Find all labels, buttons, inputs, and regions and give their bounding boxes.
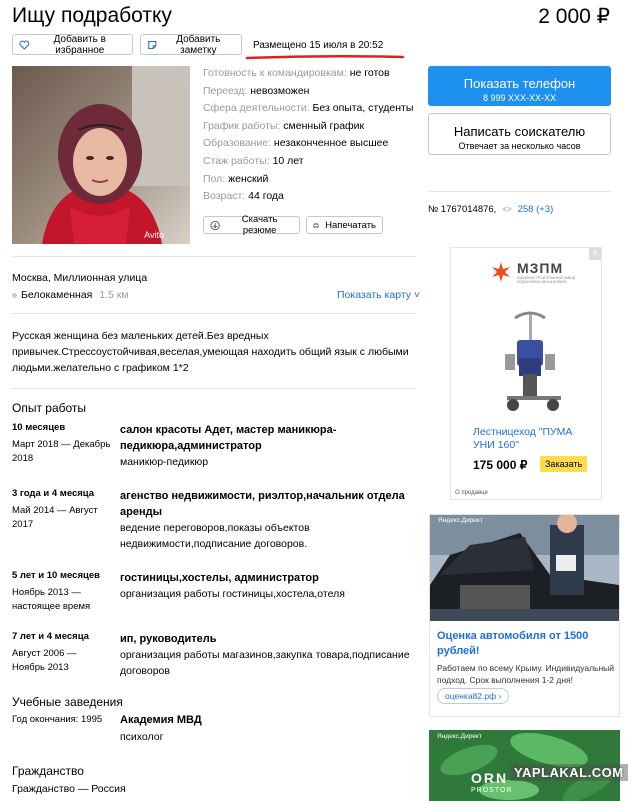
download-resume-label: Скачать резюме	[241, 214, 278, 236]
profile-photo[interactable]	[12, 66, 190, 244]
chevron-down-icon: ˅	[411, 289, 421, 301]
add-favorite-button[interactable]	[12, 34, 133, 55]
ad-title[interactable]: Оценка автомобиля от 1500 рублей!	[437, 630, 589, 657]
job-duration: 5 лет и 10 месяцев	[12, 570, 100, 581]
print-button[interactable]	[306, 216, 383, 234]
job-period: Ноябрь 2013 — настоящее время	[12, 587, 91, 612]
param-key: Пол:	[203, 172, 226, 185]
address: Москва, Миллионная улица	[12, 272, 148, 284]
param-value: женский	[228, 172, 269, 185]
show-map-label: Показать карту	[337, 289, 412, 301]
ad-car-image	[430, 515, 619, 621]
ad-product-price: 175 000 ₽	[473, 458, 528, 472]
job-description: ведение переговоров,показы объектов недвижимости,подписание договоров.	[120, 522, 310, 550]
job-description: организация работы магазинов,закупка товара,подписание договоров	[120, 649, 410, 677]
param-key: Сфера деятельности:	[203, 102, 310, 115]
job-duration: 3 года и 4 месяца	[12, 488, 95, 499]
job-duration: 7 лет и 4 месяца	[12, 631, 89, 642]
citizenship-title: Гражданство	[12, 764, 84, 778]
ad-text: Работаем по всему Крыму. Индивидуальный подход. Срок выполнения 1-2 дня!	[437, 663, 615, 685]
education-title: Учебные заведения	[12, 695, 123, 709]
ad-order-button[interactable]: Заказать	[540, 456, 587, 472]
download-icon	[210, 220, 220, 231]
ad-block-car-evaluation[interactable]	[429, 514, 620, 717]
job-position: салон красоты Адет, мастер маникюра-педикюра,администратор	[120, 424, 337, 452]
ad-label: Яндекс.Директ	[437, 733, 482, 740]
ad-product-title[interactable]: Лестницеход "ПУМА УНИ 160"	[473, 426, 573, 451]
divider	[12, 313, 416, 314]
param-key: Стаж работы:	[203, 154, 270, 167]
job-period: Август 2006 — Ноябрь 2013	[12, 648, 77, 673]
metro-dot-icon	[12, 293, 17, 298]
description: Русская женщина без маленьких детей.Без вредных привычек.Стрессоустойчивая,веселая,умеющая находить общий язык с любыми людьми.желательно с графиком 1*2	[12, 330, 409, 374]
price: 2 000 ₽	[538, 5, 610, 28]
education-year: Год окончания: 1995	[12, 714, 103, 725]
param-value: невозможен	[250, 84, 310, 97]
print-label: Напечатать	[325, 219, 376, 231]
param-row	[203, 102, 413, 120]
ad-brand	[489, 260, 579, 284]
param-row	[203, 67, 413, 85]
ad-label: Яндекс.Директ	[438, 517, 483, 524]
ad-brand-subtext: PROSTOR	[471, 787, 513, 794]
add-note-label: Добавить заметку	[176, 33, 221, 56]
job-position: ип, руководитель	[120, 633, 217, 645]
mzpm-logo-icon	[489, 260, 513, 284]
job-position: агенство недвижимости, риэлтор,начальник отдела аренды	[120, 490, 405, 518]
education-institution: Академия МВД	[120, 714, 202, 726]
placed-date: Размещено 15 июля в 20:52	[253, 40, 384, 51]
write-applicant-label: Написать соискателю	[453, 123, 586, 139]
listing-id: № 1767014876,	[428, 204, 497, 215]
resume-params	[203, 67, 413, 208]
param-key: Готовность к командировкам:	[203, 67, 347, 79]
experience-title: Опыт работы	[12, 401, 87, 415]
stairclimber-image	[499, 308, 569, 413]
job-period: Май 2014 — Август 2017	[12, 505, 98, 530]
ad-brand-name: МЗПМ	[517, 260, 564, 276]
divider	[12, 256, 416, 257]
divider	[12, 388, 416, 389]
metro-name: Белокаменная	[21, 289, 93, 301]
show-phone-button[interactable]	[428, 66, 611, 106]
job-description: организация работы гостиницы,хостела,отеля	[120, 588, 345, 600]
ad-block-stairclimber[interactable]	[450, 247, 602, 500]
job-description: маникюр-педикюр	[120, 456, 209, 468]
heart-icon	[19, 39, 30, 51]
photo-watermark: Avito	[144, 230, 164, 240]
page-title: Ищу подработку	[12, 4, 172, 27]
add-note-button[interactable]	[140, 34, 242, 55]
show-phone-label: Показать телефон	[463, 75, 576, 91]
eye-icon	[501, 205, 513, 213]
education-specialty: психолог	[120, 731, 164, 743]
citizenship-value: Гражданство — Россия	[12, 783, 126, 795]
param-key: Возраст:	[203, 190, 246, 203]
param-row	[203, 137, 413, 155]
listing-id-line	[428, 204, 553, 215]
param-row	[203, 120, 413, 138]
metro-distance: 1.5 км	[99, 289, 129, 301]
show-map-link[interactable]	[337, 289, 420, 301]
printer-icon	[313, 220, 319, 231]
ad-brand-subtitle: МАШИНОСТРОИТЕЛЬНЫЙ ЗАВОД ПОДЪЕМНЫХ МЕХАНИЗМОВ	[517, 276, 576, 284]
param-key: Переезд:	[203, 84, 248, 97]
note-icon	[147, 39, 158, 51]
job-position: гостиницы,хостелы, администратор	[120, 572, 319, 584]
param-row	[203, 173, 413, 191]
param-row	[203, 85, 413, 103]
metro-station	[12, 289, 129, 301]
job-period: Март 2018 — Декабрь 2018	[12, 439, 111, 464]
ad-close-icon[interactable]: ×	[589, 248, 601, 260]
red-underline-mark	[245, 54, 405, 60]
ad-seller-link[interactable]: О продавце	[455, 490, 488, 496]
ad-brand-text: ORN	[471, 770, 509, 786]
views-count: 258 (+3)	[517, 204, 554, 215]
divider	[428, 191, 611, 192]
write-applicant-button[interactable]	[428, 113, 611, 155]
ad-link-button[interactable]	[437, 688, 509, 704]
param-value: 10 лет	[272, 154, 304, 167]
param-key: Образование:	[203, 137, 271, 150]
param-key: График работы:	[203, 119, 281, 132]
ad-link-label: оценка82.рф	[445, 691, 497, 701]
param-row	[203, 190, 413, 208]
param-value: 44 года	[248, 190, 284, 203]
add-favorite-label: Добавить в избранное	[53, 33, 106, 56]
param-value: сменный график	[283, 119, 365, 132]
chevron-right-icon: ›	[496, 691, 502, 701]
phone-number: 8 999 XXX-XX-XX	[482, 92, 557, 103]
response-time: Отвечает за несколько часов	[458, 140, 581, 151]
site-watermark: YAPLAKAL.COM	[510, 764, 628, 781]
param-value: не готов	[349, 67, 390, 79]
param-value: Без опыта, студенты	[312, 102, 414, 115]
param-value: незаконченное высшее	[273, 137, 389, 150]
param-row	[203, 155, 413, 173]
job-duration: 10 месяцев	[12, 422, 66, 433]
download-resume-button[interactable]	[203, 216, 300, 234]
